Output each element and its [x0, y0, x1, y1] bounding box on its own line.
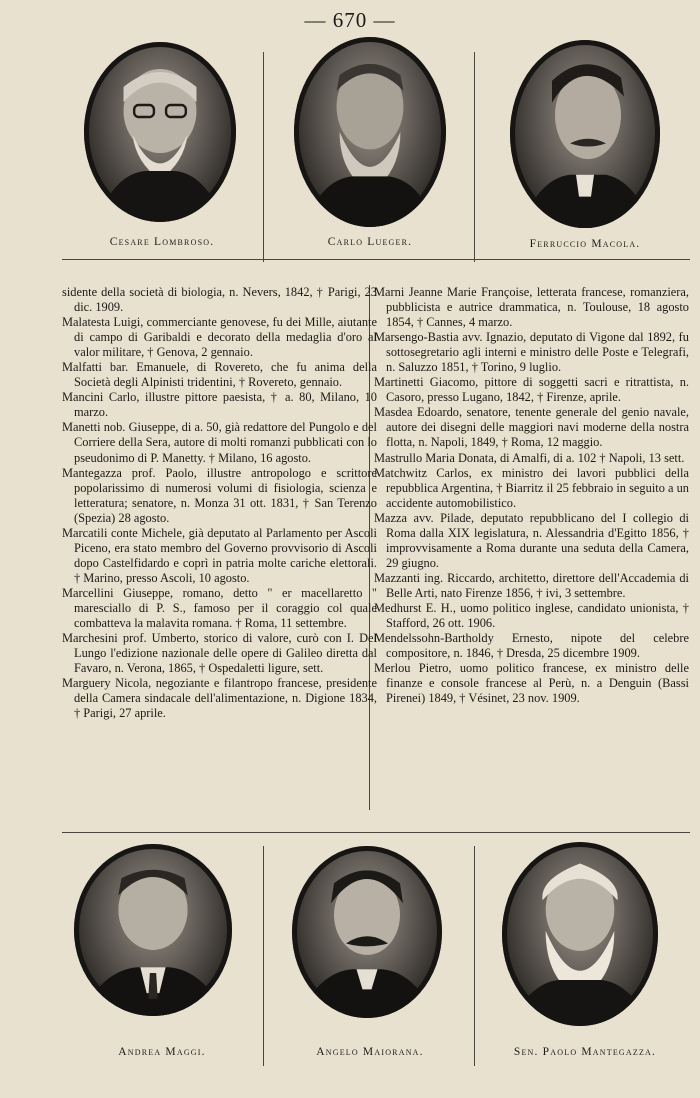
- obituary-entry: Marchesini prof. Umberto, storico di valore, curò con I. Del Lungo l'edizione nazionale delle opere di Galileo diretta dal Favaro, n. Verona, 1865, † Ospedaletti ligure, sett.: [62, 631, 377, 676]
- obituary-entry: Matchwitz Carlos, ex ministro dei lavori pubblici della repubblica Argentina, † Biarritz il 25 febbraio in seguito a un accidente automobilistico.: [374, 465, 689, 510]
- left-column: [62, 285, 377, 721]
- portrait-caption: Carlo Lueger.: [327, 236, 413, 248]
- obituary-entry: Marguery Nicola, negoziante e filantropo francese, presidente della Camera sindacale dell'alimentazione, n. Digione 1834, † Parigi, 27 aprile.: [62, 676, 377, 721]
- portrait-lombroso: [62, 32, 262, 262]
- obituary-entry: Medhurst E. H., uomo politico inglese, candidato unionista, † Stafford, 26 ott. 1906.: [374, 600, 689, 631]
- portrait-caption: Cesare Lombroso.: [109, 236, 215, 248]
- obituary-entry: sidente della società di biologia, n. Nevers, 1842, † Parigi, 23 dic. 1909.: [62, 285, 377, 315]
- divider: [474, 846, 475, 1066]
- portrait-lueger: [270, 32, 470, 262]
- obituary-entry: Merlou Pietro, uomo politico francese, ex ministro delle finanze e console francese al Perù, n. a Denguin (Bassi Pirenei) 1849, † Vésinet, 23 nov. 1909.: [374, 661, 689, 706]
- obituary-entry: Malatesta Luigi, commerciante genovese, fu dei Mille, aiutante di campo di Garibaldi e decorato della medaglia d'oro al valor militare, † Genova, 2 gennaio.: [62, 315, 377, 360]
- bottom-portrait-row: [0, 836, 700, 1076]
- obituary-entry: Mazza avv. Pilade, deputato repubblicano del I collegio di Roma dalla XIX legislatura, n. Alessandria d'Egitto 1856, † improvvisamente a Roma durante una seduta della Camera, 29 giugno.: [374, 510, 689, 570]
- obituary-entry: Marsengo-Bastia avv. Ignazio, deputato di Vigone dal 1892, fu sottosegretario agli interni e ministro delle Poste e Telegrafi, n. Saluzzo 1851, † Torino, 9 luglio.: [374, 330, 689, 375]
- obituary-entry: Mazzanti ing. Riccardo, architetto, direttore dell'Accademia di Belle Arti, nato Firenze 1856, † ivi, 3 settembre.: [374, 570, 689, 600]
- top-rule: [62, 259, 690, 260]
- portrait-maiorana: [270, 836, 470, 1076]
- obituary-entry: Masdea Edoardo, senatore, tenente generale del genio navale, autore dei disegni delle maggiori navi moderne della nostra flotta, n. Napoli, 1849, † Roma, 12 maggio.: [374, 405, 689, 450]
- obituary-entry: Malfatti bar. Emanuele, di Rovereto, che fu anima della Società degli Alpinisti tridentini, † Rovereto, gennaio.: [62, 360, 377, 390]
- portrait-caption: Andrea Maggi.: [118, 1046, 206, 1058]
- obituary-entry: Marcatili conte Michele, già deputato al Parlamento per Ascoli Piceno, era stato membro del Governo provvisorio di Ascoli dopo Castelfidardo e coprì in patria molte cariche elettorali. † Marino, presso Ascoli, 10 agosto.: [62, 525, 377, 585]
- portrait-man-tie-icon: [74, 844, 232, 1016]
- obituary-entry: Marni Jeanne Marie Françoise, letterata francese, romanziera, pubblicista e autrice drammatica, n. Toulouse, 18 agosto 1854, † Cannes, 4 marzo.: [374, 285, 689, 330]
- divider: [474, 52, 475, 262]
- obituary-entry: Manetti nob. Giuseppe, di a. 50, già redattore del Pungolo e del Corriere della Sera, autore di molti romanzi pubblicati con lo pseudonimo di P. Manetty. † Milano, 16 agosto.: [62, 420, 377, 465]
- obituary-entry: Mendelssohn-Bartholdy Ernesto, nipote del celebre compositore, n. 1846, † Dresda, 25 dicembre 1909.: [374, 631, 689, 661]
- portrait-maggi: [62, 836, 262, 1076]
- divider: [263, 52, 264, 262]
- obituary-entry: Martinetti Giacomo, pittore di soggetti sacri e ritrattista, n. Casoro, presso Lugano, 1842, † Firenze, aprile.: [374, 375, 689, 405]
- bottom-rule: [62, 832, 690, 833]
- page-number: — 670 —: [304, 8, 396, 32]
- obituary-entry: Marcellini Giuseppe, romano, detto " er macellaretto " maresciallo di P. S., famoso per il coraggio col quale combatteva la malavita romana. † Roma, 11 settembre.: [62, 585, 377, 631]
- portrait-white-bearded-man-icon: [502, 842, 658, 1026]
- top-portrait-row: [0, 32, 700, 262]
- portrait-caption: Ferruccio Macola.: [529, 238, 641, 250]
- portrait-bearded-man-glasses-icon: [84, 42, 236, 222]
- portrait-mustached-man-icon: [292, 846, 442, 1018]
- portrait-bearded-man-icon: [294, 37, 446, 227]
- divider: [263, 846, 264, 1066]
- obituary-entry: Mantegazza prof. Paolo, illustre antropologo e scrittore popolarissimo di numerosi volumi di fisiologia, scienza e letteratura; senatore, n. Monza 31 ott. 1831, † San Terenzo (Spezia) 28 agosto.: [62, 465, 377, 525]
- obituary-entry: Mastrullo Maria Donata, di Amalfi, di a. 102 † Napoli, 13 sett.: [374, 450, 685, 465]
- portrait-mustached-man-icon: [510, 40, 660, 228]
- portrait-macola: [480, 32, 690, 262]
- portrait-mantegazza: [480, 836, 690, 1076]
- portrait-caption: Angelo Maiorana.: [316, 1046, 424, 1058]
- portrait-caption: Sen. Paolo Mantegazza.: [513, 1046, 657, 1058]
- right-column: [374, 285, 689, 706]
- obituary-entry: Mancini Carlo, illustre pittore paesista, † a. 80, Milano, 10 marzo.: [62, 390, 377, 420]
